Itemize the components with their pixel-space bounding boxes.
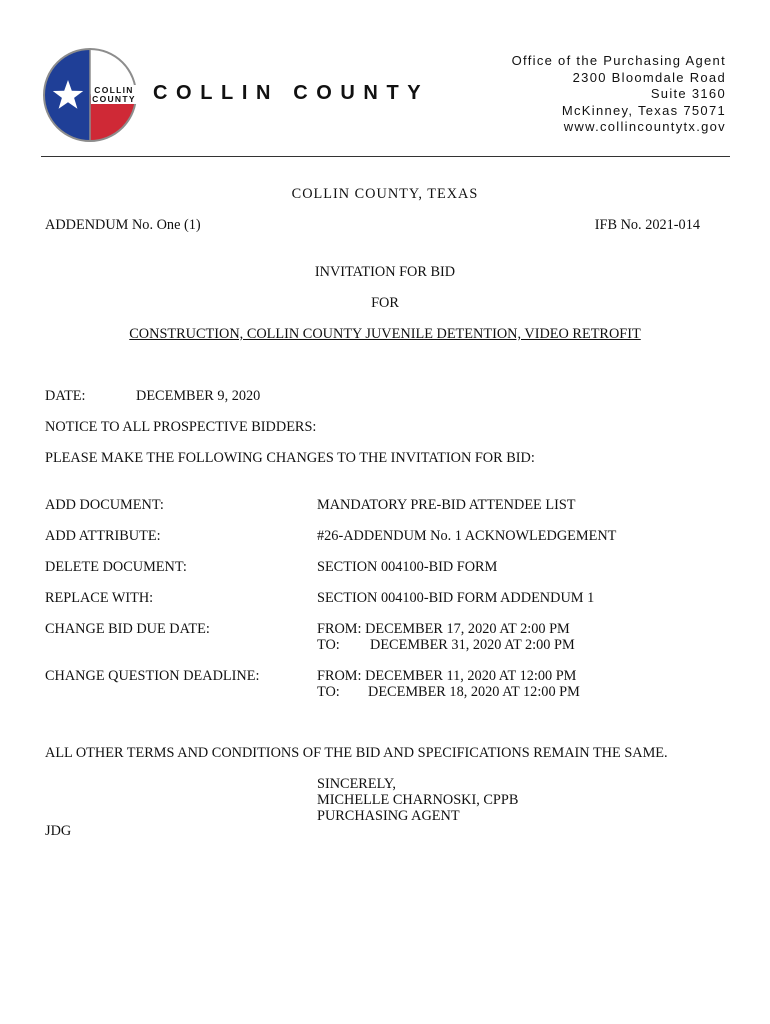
date-value: DECEMBER 9, 2020 [136,388,261,404]
initials: JDG [45,823,72,839]
change-label: CHANGE BID DUE DATE: [45,621,210,637]
ifb-number: IFB No. 2021-014 [594,217,700,233]
document-heading: COLLIN COUNTY, TEXAS [291,186,479,202]
change-from: FROM: DECEMBER 17, 2020 AT 2:00 PM [317,621,570,637]
change-label: DELETE DOCUMENT: [45,559,187,575]
change-label: CHANGE QUESTION DEADLINE: [45,668,260,684]
change-from: FROM: DECEMBER 11, 2020 AT 12:00 PM [317,668,577,684]
change-label: REPLACE WITH: [45,590,154,606]
logo-text-line2: COUNTY [92,94,136,104]
change-value: MANDATORY PRE-BID ATTENDEE LIST [317,497,576,513]
change-to-label: TO: [317,637,340,653]
office-website[interactable]: www.collincountytx.gov [563,119,726,134]
change-value: #26-ADDENDUM No. 1 ACKNOWLEDGEMENT [317,528,617,544]
date-label: DATE: [45,388,86,404]
header-divider [41,156,730,157]
instruction-line: PLEASE MAKE THE FOLLOWING CHANGES TO THE INVITATION FOR BID: [45,450,535,466]
notice-line: NOTICE TO ALL PROSPECTIVE BIDDERS: [45,419,317,435]
change-to-value: DECEMBER 18, 2020 AT 12:00 PM [368,684,580,700]
change-label: ADD DOCUMENT: [45,497,164,513]
logo-text-line1: COLLIN [94,85,134,95]
change-value: SECTION 004100-BID FORM [317,559,498,575]
office-city: McKinney, Texas 75071 [561,102,726,118]
closing-statement: ALL OTHER TERMS AND CONDITIONS OF THE BID AND SPECIFICATIONS REMAIN THE SAME. [45,745,668,761]
office-street: 2300 Bloomdale Road [572,69,726,85]
office-title: Office of the Purchasing Agent [511,53,726,68]
office-address-block [512,53,726,136]
office-suite: Suite 3160 [650,86,726,101]
change-to-label: TO: [317,684,340,700]
title-for: FOR [371,295,399,311]
change-label: ADD ATTRIBUTE: [45,528,161,544]
project-title: CONSTRUCTION, COLLIN COUNTY JUVENILE DETENTION, VIDEO RETROFIT [129,326,641,342]
signature-closing: SINCERELY, [317,776,396,792]
collin-county-seal-icon [43,46,137,144]
addendum-number: ADDENDUM No. One (1) [45,217,201,233]
collin-county-logo [43,46,137,144]
signature-name: MICHELLE CHARNOSKI, CPPB [317,792,519,808]
county-name: COLLIN COUNTY [153,82,430,104]
signature-title: PURCHASING AGENT [317,808,460,824]
change-value: SECTION 004100-BID FORM ADDENDUM 1 [317,590,595,606]
change-to-value: DECEMBER 31, 2020 AT 2:00 PM [370,637,575,653]
title-invitation: INVITATION FOR BID [314,264,456,280]
